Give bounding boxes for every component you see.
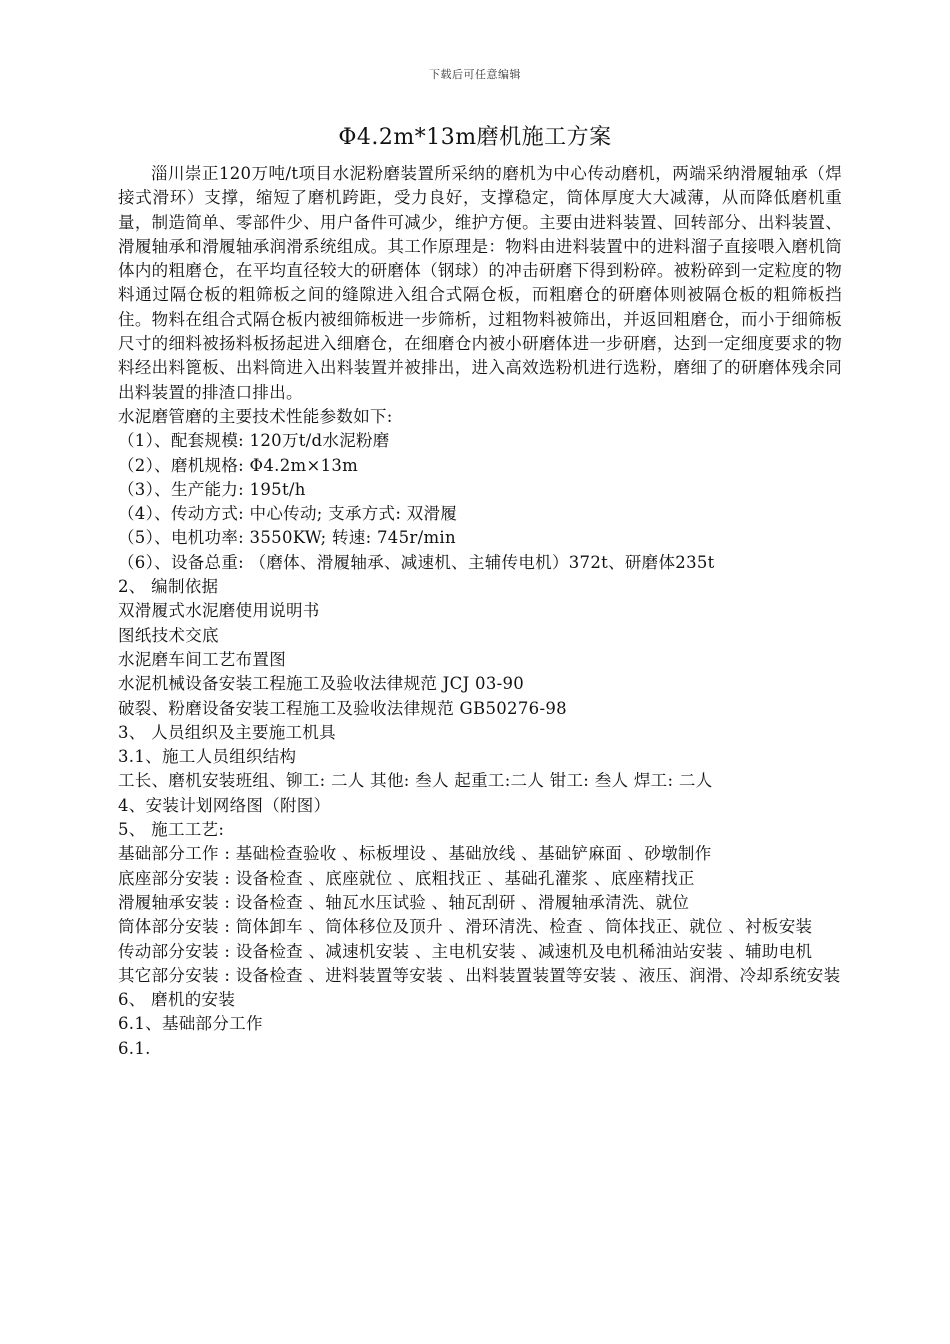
process-line: 其它部分安装 : 设备检查 、进料装置等安装 、出料装置装置等安装 、液压、润滑、冷却系统安装: [118, 965, 841, 985]
reference-item: 图纸技术交底: [118, 625, 219, 645]
param-line: （2）、磨机规格: Φ4.2m×13m: [118, 455, 359, 475]
subsection-heading: 6.1、基础部分工作: [118, 1014, 263, 1034]
reference-item: 水泥机械设备安装工程施工及验收法律规范 JCJ 03-90: [118, 674, 525, 694]
header-note: 下载后可任意编辑: [429, 68, 521, 81]
process-line: 基础部分工作 : 基础检查验收 、标板埋设 、基础放线 、基础铲麻面 、砂墩制作: [118, 844, 712, 864]
subsection-heading: 6.1.: [118, 1038, 151, 1058]
param-line: （4）、传动方式: 中心传动; 支承方式: 双滑履: [118, 504, 458, 524]
section-heading: 3、 人员组织及主要施工机具: [118, 722, 336, 742]
reference-item: 双滑履式水泥磨使用说明书: [118, 601, 320, 621]
reference-item: 破裂、粉磨设备安装工程施工及验收法律规范 GB50276-98: [118, 698, 567, 718]
intro-paragraph: 淄川崇正120万吨/t项目水泥粉磨装置所采纳的磨机为中心传动磨机，两端采纳滑履轴承（焊接式滑环）支撑，缩短了磨机跨距，受力良好，支撑稳定，筒体厚度大大减薄，从而降低磨机重量，制造简单、零部件少、用户备件可减少，维护方便。主要由进料装置、回转部分、出料装置、滑履轴承和滑履轴承润滑系统组成。其工作原理是：物料由进料装置中的进料溜子直接喂入磨机筒体内的粗磨仓，在平均直径较大的研磨体（钢球）的冲击研磨下得到粉碎。被粉碎到一定粒度的物料通过隔仓板的粗筛板之间的缝隙进入组合式隔仓板，而粗磨仓的研磨体则被隔仓板的粗筛板挡住。物料在组合式隔仓板内被细筛板进一步筛析，过粗物料被筛出，并返回粗磨仓，而小于细筛板尺寸的细料被扬料板扬起进入细磨仓，在细磨仓内被小研磨体进一步研磨，达到一定细度要求的物料经出料篦板、出料筒进入出料装置并被排出，进入高效选粉机进行选粉，磨细了的研磨体残余同出料装置的排渣口排出。: [118, 164, 842, 402]
section-heading: 6、 磨机的安装: [118, 990, 236, 1010]
param-line: （1）、配套规模: 120万t/d水泥粉磨: [118, 431, 390, 451]
process-line: 传动部分安装 : 设备检查 、减速机安装 、主电机安装 、减速机及电机稀油站安装 、辅助电机: [118, 941, 813, 961]
section-heading: 4、安装计划网络图（附图）: [118, 795, 331, 815]
process-line: 筒体部分安装 : 筒体卸车 、筒体移位及顶升 、滑环清洗、检查 、筒体找正、就位 、衬板安装: [118, 917, 813, 937]
param-line: （3）、生产能力: 195t/h: [118, 479, 306, 499]
process-line: 底座部分安装 : 设备检查 、底座就位 、底粗找正 、基础孔灌浆 、底座精找正: [118, 868, 695, 888]
section-heading: 5、 施工工艺:: [118, 820, 225, 840]
document-title: Φ4.2m*13m磨机施工方案: [338, 125, 612, 150]
section-heading: 2、 编制依据: [118, 577, 219, 597]
process-line: 滑履轴承安装 : 设备检查 、轴瓦水压试验 、轴瓦刮研 、滑履轴承清洗、就位: [118, 892, 690, 912]
staff-line: 工长、磨机安装班组、铆工: 二人 其他: 叁人 起重工:二人 钳工: 叁人 焊工: 二人: [118, 771, 713, 791]
params-heading: 水泥磨管磨的主要技术性能参数如下:: [118, 406, 393, 426]
param-line: （5）、电机功率: 3550KW; 转速: 745r/min: [118, 528, 456, 548]
reference-item: 水泥磨车间工艺布置图: [118, 649, 286, 669]
param-line: （6）、设备总重: （磨体、滑履轴承、减速机、主辅传电机）372t、研磨体235t: [118, 552, 715, 572]
subsection-heading: 3.1、施工人员组织结构: [118, 747, 297, 767]
document-body: [118, 162, 842, 1061]
